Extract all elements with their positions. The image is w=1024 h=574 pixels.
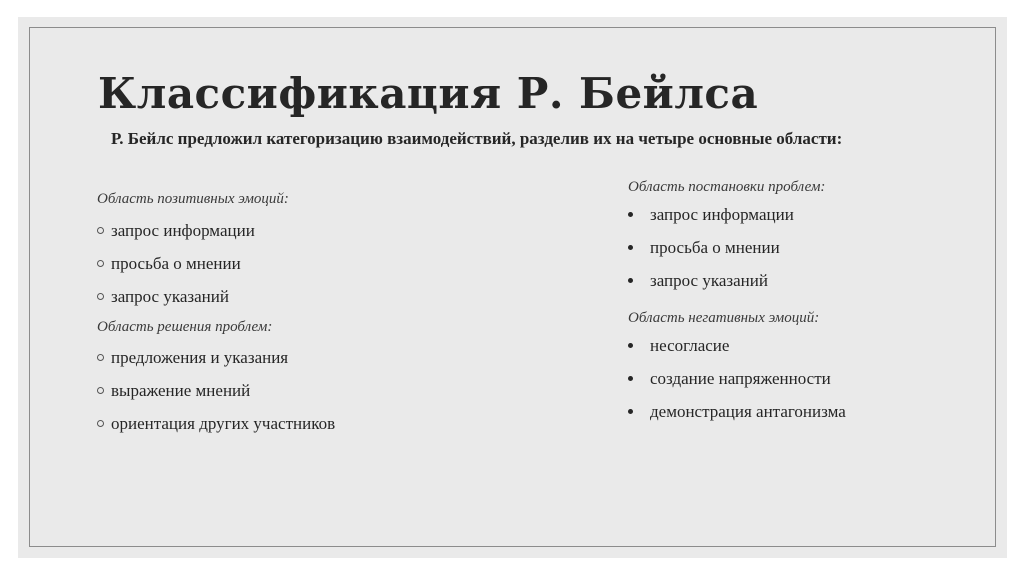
problem-statement-heading: Область постановки проблем: bbox=[628, 179, 826, 195]
list-item: несогласие bbox=[628, 329, 968, 362]
list-item: запрос информации bbox=[97, 214, 517, 247]
dot-bullet-icon bbox=[628, 212, 633, 217]
right-column-negative bbox=[628, 307, 968, 428]
list-item: запрос информации bbox=[628, 198, 968, 231]
list-item: просьба о мнении bbox=[97, 247, 517, 280]
dot-bullet-icon bbox=[628, 343, 633, 348]
slide-title: Классификация Р. Бейлса bbox=[98, 69, 759, 118]
problem-solving-list bbox=[97, 341, 517, 440]
dot-bullet-icon bbox=[628, 278, 633, 283]
list-item: создание напряженности bbox=[628, 362, 968, 395]
dot-bullet-icon bbox=[628, 376, 633, 381]
list-item: ориентация других участников bbox=[97, 407, 517, 440]
left-column bbox=[97, 184, 517, 440]
intro-text: Р. Бейлс предложил категоризацию взаимодействий, разделив их на четыре основные области: bbox=[111, 129, 843, 148]
list-item: демонстрация антагонизма bbox=[628, 395, 968, 428]
positive-emotions-heading: Область позитивных эмоций: bbox=[97, 191, 289, 207]
circle-bullet-icon bbox=[97, 354, 104, 361]
negative-emotions-heading: Область негативных эмоций: bbox=[628, 310, 820, 326]
list-item: запрос указаний bbox=[628, 264, 968, 297]
circle-bullet-icon bbox=[97, 293, 104, 300]
list-item: просьба о мнении bbox=[628, 231, 968, 264]
list-item: предложения и указания bbox=[97, 341, 517, 374]
right-column-problems bbox=[628, 176, 968, 297]
dot-bullet-icon bbox=[628, 245, 633, 250]
circle-bullet-icon bbox=[97, 260, 104, 267]
circle-bullet-icon bbox=[97, 420, 104, 427]
negative-emotions-list bbox=[628, 329, 968, 428]
list-item: запрос указаний bbox=[97, 280, 517, 313]
problem-solving-heading: Область решения проблем: bbox=[97, 319, 273, 335]
problem-statement-list bbox=[628, 198, 968, 297]
circle-bullet-icon bbox=[97, 387, 104, 394]
positive-emotions-list bbox=[97, 214, 517, 313]
slide bbox=[18, 17, 1007, 558]
dot-bullet-icon bbox=[628, 409, 633, 414]
list-item: выражение мнений bbox=[97, 374, 517, 407]
circle-bullet-icon bbox=[97, 227, 104, 234]
